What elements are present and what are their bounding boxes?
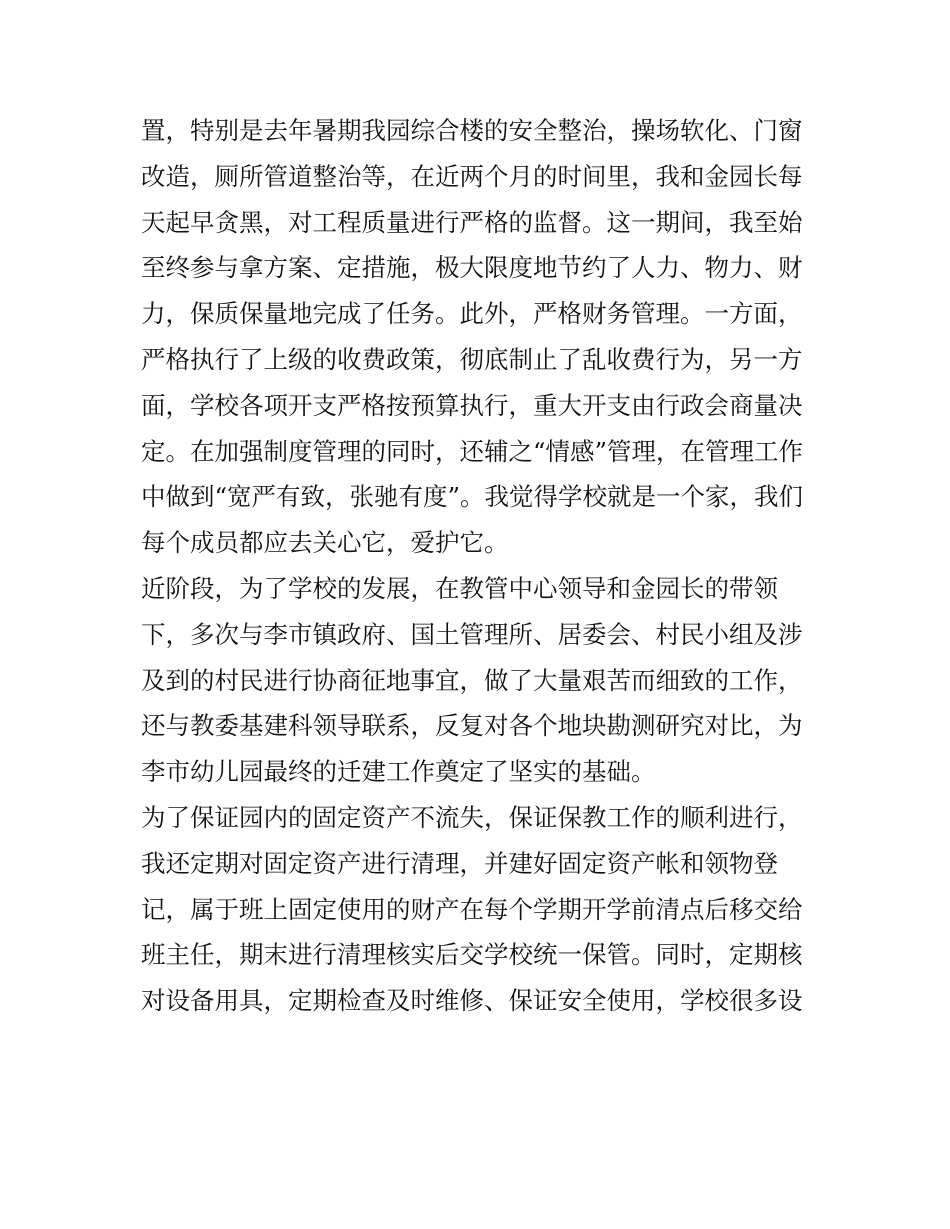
text-line: 至终参与拿方案、定措施，极大限度地节约了人力、物力、财 — [141, 253, 803, 283]
text-line: 中做到“宽严有致，张驰有度”。我觉得学校就是一个家，我们 — [141, 482, 804, 512]
body-text — [141, 108, 831, 1024]
text-line: 记，属于班上固定使用的财产在每个学期开学前清点后移交给 — [141, 894, 803, 924]
text-line: 及到的村民进行协商征地事宜，做了大量艰苦而细致的工作， — [141, 665, 803, 695]
text-line: 定。在加强制度管理的同时，还辅之“情感”管理，在管理工作 — [141, 436, 804, 466]
text-line: 改造，厕所管道整治等，在近两个月的时间里，我和金园长每 — [141, 161, 803, 191]
text-line: 对设备用具，定期检查及时维修、保证安全使用，学校很多设 — [141, 986, 803, 1016]
text-line: 严格执行了上级的收费政策，彻底制止了乱收费行为，另一方 — [141, 344, 803, 374]
text-line: 力，保质保量地完成了任务。此外，严格财务管理。一方面， — [141, 299, 803, 329]
text-line: 下，多次与李市镇政府、国土管理所、居委会、村民小组及涉 — [141, 619, 803, 649]
text-line: 面，学校各项开支严格按预算执行，重大开支由行政会商量决 — [141, 390, 803, 420]
text-line: 我还定期对固定资产进行清理，并建好固定资产帐和领物登 — [141, 848, 778, 878]
text-line: 还与教委基建科领导联系，反复对各个地块勘测研究对比，为 — [141, 711, 803, 741]
text-line: 为了保证园内的固定资产不流失，保证保教工作的顺利进行， — [141, 802, 803, 832]
text-line: 近阶段，为了学校的发展，在教管中心领导和金园长的带领 — [141, 573, 778, 603]
text-line: 李市幼儿园最终的迁建工作奠定了坚实的基础。 — [141, 757, 656, 787]
text-line: 班主任，期末进行清理核实后交学校统一保管。同时，定期核 — [141, 940, 803, 970]
text-line: 天起早贪黑，对工程质量进行严格的监督。这一期间，我至始 — [141, 207, 803, 237]
text-line: 置，特别是去年暑期我园综合楼的安全整治，操场软化、门窗 — [141, 116, 803, 145]
text-line: 每个成员都应去关心它，爱护它。 — [141, 528, 509, 558]
